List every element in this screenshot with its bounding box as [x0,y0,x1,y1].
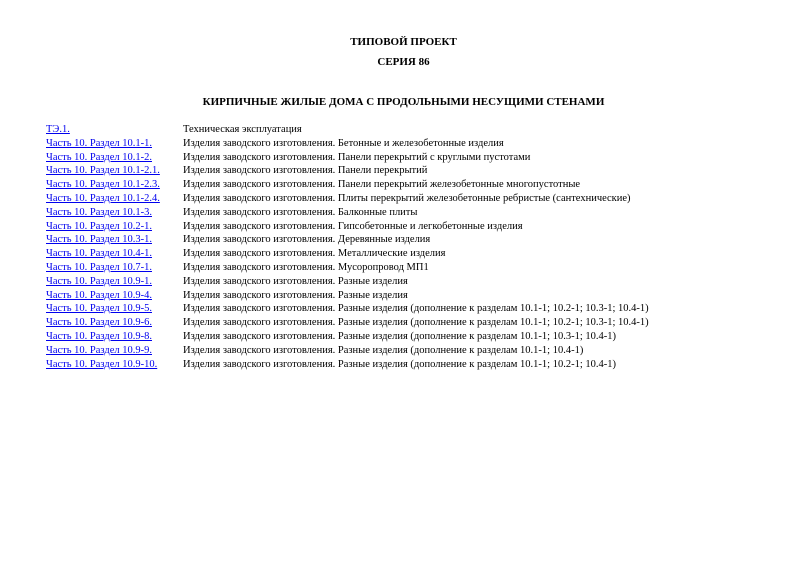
list-item [46,358,786,372]
document-list [46,123,786,371]
document-description: Изделия заводского изготовления. Разные изделия (дополнение к разделам 10.1-1; 10.2-1; 10.3-1; 10.4-1) [183,317,649,329]
list-item [46,220,786,234]
document-description: Изделия заводского изготовления. Балконные плиты [183,206,418,218]
list-item [46,330,786,344]
list-item [46,123,786,137]
document-description: Изделия заводского изготовления. Разные изделия (дополнение к разделам 10.1-1; 10.3-1; 10.4-1) [183,330,616,342]
list-item [46,206,786,220]
series-title: СЕРИЯ 86 [377,56,430,68]
list-item [46,344,786,358]
document-description: Изделия заводского изготовления. Бетонные и железобетонные изделия [183,137,504,149]
list-item [46,289,786,303]
document-description: Изделия заводского изготовления. Разные изделия [183,275,408,287]
document-link[interactable]: Часть 10. Раздел 10.1-2. [46,151,152,163]
document-link[interactable]: Часть 10. Раздел 10.1-2.3. [46,179,160,191]
document-link[interactable]: Часть 10. Раздел 10.9-1. [46,275,152,287]
document-description: Изделия заводского изготовления. Панели перекрытий [183,165,428,177]
page-subtitle: КИРПИЧНЫЕ ЖИЛЫЕ ДОМА С ПРОДОЛЬНЫМИ НЕСУЩИМИ СТЕНАМИ [202,96,605,108]
list-item [46,316,786,330]
list-item [46,247,786,261]
document-link[interactable]: Часть 10. Раздел 10.9-4. [46,289,152,301]
list-item [46,233,786,247]
list-item [46,302,786,316]
document-description: Изделия заводского изготовления. Мусоропровод МП1 [183,261,429,273]
document-link[interactable]: Часть 10. Раздел 10.1-2.1. [46,165,160,177]
document-link[interactable]: Часть 10. Раздел 10.9-5. [46,303,152,315]
document-link[interactable]: Часть 10. Раздел 10.1-2.4. [46,192,160,204]
document-description: Изделия заводского изготовления. Разные изделия (дополнение к разделам 10.1-1; 10.4-1) [183,344,584,356]
list-item [46,137,786,151]
document-description: Техническая эксплуатация [183,124,302,135]
document-description: Изделия заводского изготовления. Разные изделия (дополнение к разделам 10.1-1; 10.2-1; 10.4-1) [183,358,616,370]
document-description: Изделия заводского изготовления. Панели перекрытий с круглыми пустотами [183,151,531,163]
list-item [46,151,786,165]
document-link[interactable]: Часть 10. Раздел 10.1-1. [46,137,152,149]
document-description: Изделия заводского изготовления. Разные изделия [183,289,408,301]
document-description: Изделия заводского изготовления. Панели перекрытий железобетонные многопустотные [183,179,581,191]
document-link[interactable]: Часть 10. Раздел 10.2-1. [46,220,152,232]
document-description: Изделия заводского изготовления. Металлические изделия [183,248,446,260]
list-item [46,261,786,275]
document-link[interactable]: Часть 10. Раздел 10.4-1. [46,248,152,260]
list-item [46,178,786,192]
list-item [46,164,786,178]
page-title: ТИПОВОЙ ПРОЕКТ [350,36,457,48]
document-link[interactable]: Часть 10. Раздел 10.9-9. [46,344,152,356]
document-link[interactable]: Часть 10. Раздел 10.9-10. [46,358,158,370]
document-description: Изделия заводского изготовления. Разные изделия (дополнение к разделам 10.1-1; 10.2-1; 10.3-1; 10.4-1) [183,303,649,315]
document-link[interactable]: Часть 10. Раздел 10.9-6. [46,317,152,329]
document-link[interactable]: Часть 10. Раздел 10.9-8. [46,330,152,342]
document-description: Изделия заводского изготовления. Плиты перекрытий железобетонные ребристые (сантехнические) [183,192,631,204]
document-link[interactable]: Часть 10. Раздел 10.1-3. [46,206,152,218]
list-item [46,192,786,206]
list-item [46,275,786,289]
document-description: Изделия заводского изготовления. Деревянные изделия [183,234,431,246]
document-description: Изделия заводского изготовления. Гипсобетонные и легкобетонные изделия [183,220,523,232]
document-link[interactable]: Часть 10. Раздел 10.7-1. [46,261,152,273]
document-link[interactable]: Часть 10. Раздел 10.3-1. [46,234,152,246]
document-link[interactable]: ТЭ.1. [46,124,70,135]
